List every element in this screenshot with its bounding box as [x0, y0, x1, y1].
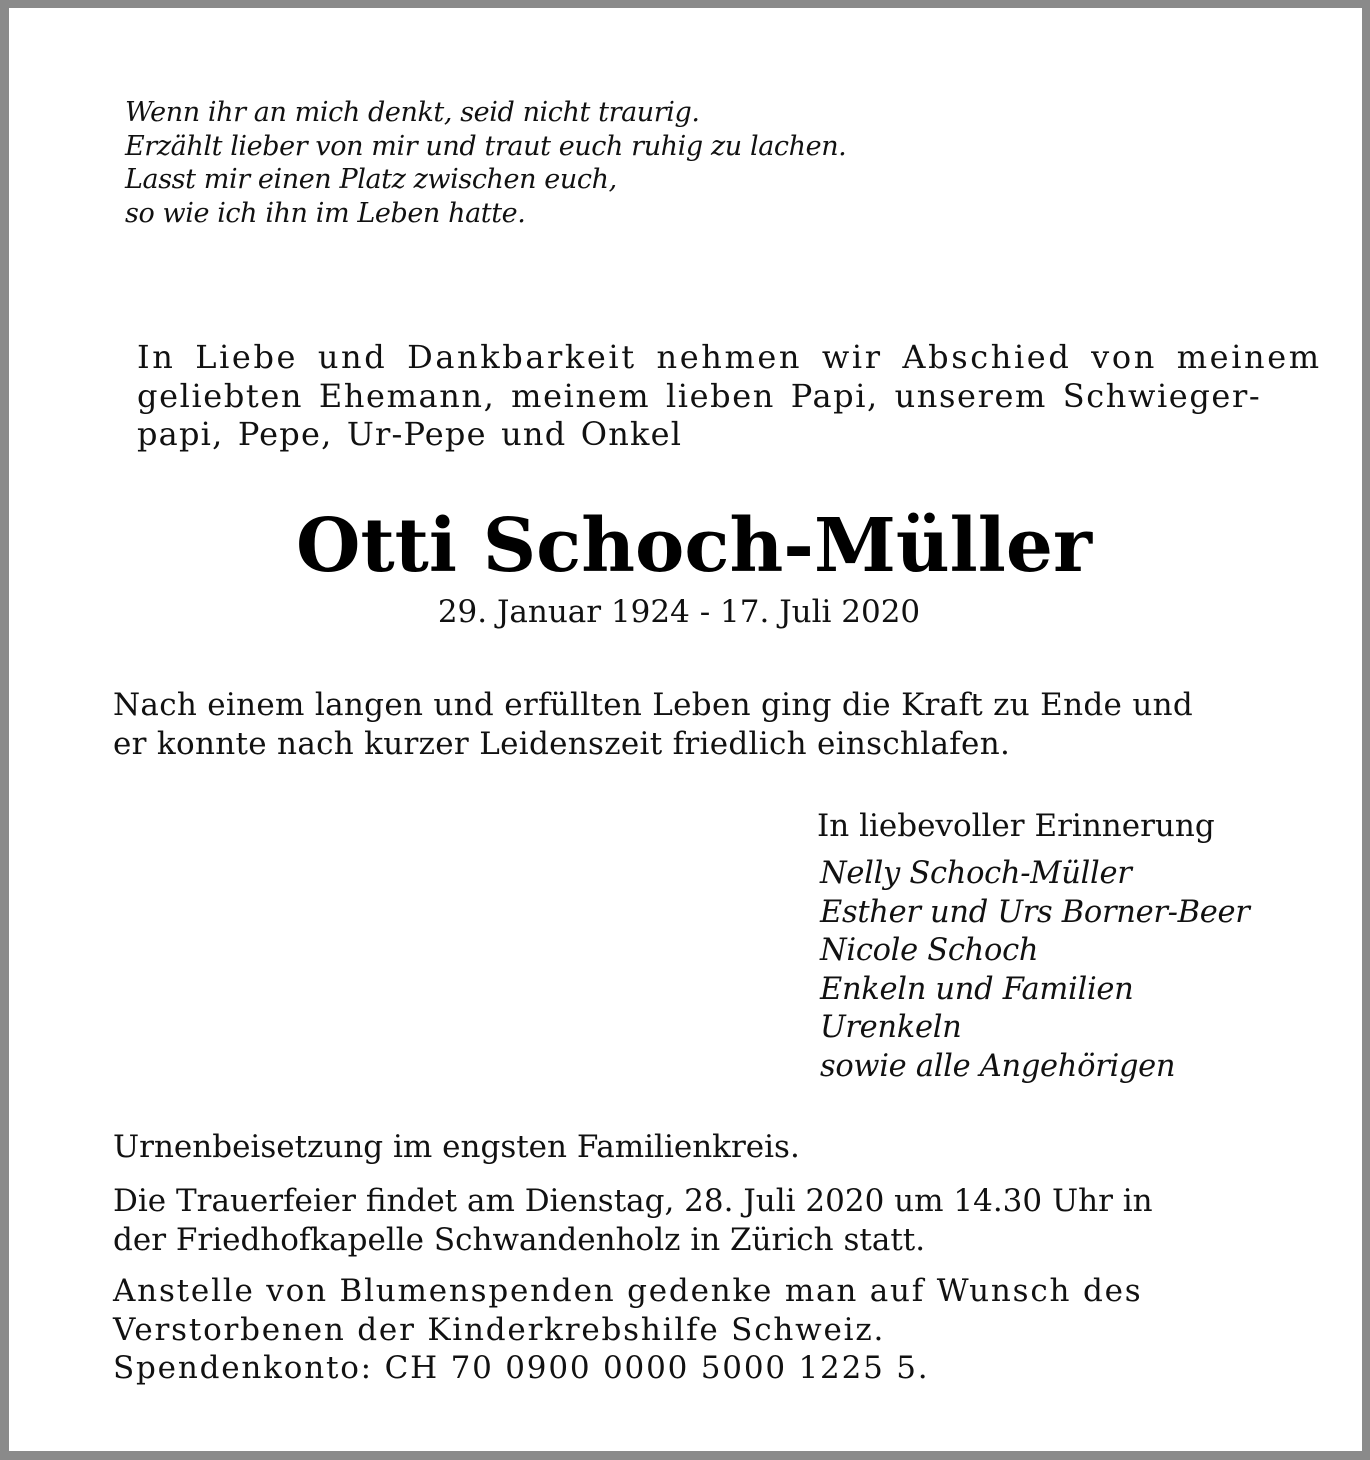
intro-line: In Liebe und Dankbarkeit nehmen wir Abschied von meinem: [137, 338, 1322, 376]
intro-line: geliebten Ehemann, meinem lieben Papi, unserem Schwieger-: [137, 376, 1262, 415]
mourner-name: sowie alle Angehörigen: [820, 1048, 1176, 1084]
mourner-name: Urenkeln: [820, 1010, 962, 1045]
mourner-name: Nelly Schoch-Müller: [820, 856, 1132, 891]
donation-paragraph: [113, 1272, 1293, 1388]
paragraph-line: Nach einem langen und erfüllten Leben ging die Kraft zu Ende und: [113, 687, 1193, 723]
mourner-name: Enkeln und Familien: [820, 971, 1134, 1007]
paragraph-line: der Friedhofkapelle Schwandenholz in Zürich statt.: [113, 1221, 926, 1258]
memory-heading: In liebevoller Erinnerung: [817, 808, 1215, 844]
passing-paragraph: [113, 686, 1293, 763]
farewell-intro: [137, 338, 1322, 454]
paragraph-line: Die Trauerfeier findet am Dienstag, 28. Juli 2020 um 14.30 Uhr in: [113, 1183, 1153, 1219]
mourner-name: Nicole Schoch: [820, 933, 1039, 968]
poem-line: Erzählt lieber von mir und traut euch ruhig zu lachen.: [125, 130, 847, 162]
paragraph-line: Urnenbeisetzung im engsten Familienkreis.: [113, 1129, 800, 1165]
mourners-list: [820, 855, 1250, 1086]
poem-line: Lasst mir einen Platz zwischen euch,: [125, 164, 617, 195]
paragraph-line: Spendenkonto: CH 70 0900 0000 5000 1225 5.: [113, 1350, 930, 1386]
deceased-name: Otti Schoch-Müller: [296, 503, 1092, 589]
mourner-name: Esther und Urs Borner-Beer: [820, 894, 1250, 930]
poem-line: Wenn ihr an mich denkt, seid nicht traurig.: [125, 97, 700, 128]
poem-line: so wie ich ihn im Leben hatte.: [125, 197, 526, 229]
burial-paragraph: [113, 1128, 1293, 1167]
paragraph-line: er konnte nach kurzer Leidenszeit friedlich einschlafen.: [113, 725, 1011, 762]
life-dates: 29. Januar 1924 - 17. Juli 2020: [437, 594, 921, 630]
intro-line: papi, Pepe, Ur-Pepe und Onkel: [137, 415, 683, 453]
paragraph-line: Anstelle von Blumenspenden gedenke man auf Wunsch des: [113, 1273, 1143, 1309]
paragraph-line: Verstorbenen der Kinderkrebshilfe Schweiz.: [113, 1311, 886, 1348]
ceremony-paragraph: [113, 1182, 1293, 1259]
memorial-poem: [125, 96, 846, 230]
